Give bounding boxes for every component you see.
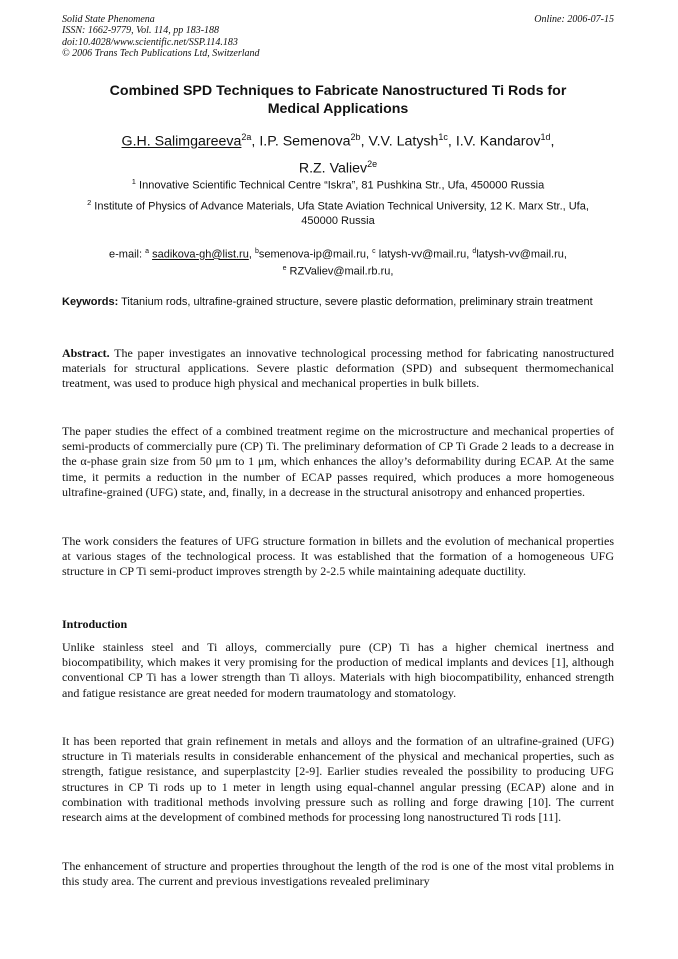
author-affiliation-mark: 2e <box>367 158 378 169</box>
abstract-paragraph-3: The work considers the features of UFG structure formation in billets and the evolution of mechanical properties at various stages of the technological process. It was established that the formation of a homogeneous UFG structure in CP Ti semi-product improves strength by 2-2.5 while maintaining adequate ductility. <box>62 534 614 579</box>
email-separator: , <box>248 248 252 261</box>
introduction-heading: Introduction <box>62 617 128 631</box>
email-separator: , <box>563 248 567 261</box>
author-name: I.P. Semenova <box>259 133 351 150</box>
author-separator: , <box>360 133 369 150</box>
email-address: latysh-vv@mail.ru <box>378 248 467 261</box>
author-name: R.Z. Valiev <box>298 160 368 177</box>
email-address: RZValiev@mail.rb.ru <box>289 265 391 278</box>
copyright-line: © 2006 Trans Tech Publications Ltd, Switzerland <box>62 48 260 60</box>
email-mark: b <box>254 248 259 255</box>
affiliation-mark: 1 <box>131 177 136 186</box>
email-separator: , <box>366 248 370 261</box>
affiliation-1 <box>62 175 614 193</box>
keywords-label: Keywords: <box>62 296 119 308</box>
affiliation-2 <box>62 196 614 228</box>
paper-title <box>62 82 614 118</box>
author-list <box>62 126 614 179</box>
paper-title-line-2: Medical Applications <box>267 101 409 117</box>
author-affiliation-mark: 2a <box>241 132 252 142</box>
abstract-paragraph-2: The paper studies the effect of a combined treatment regime on the microstructure and mechanical properties of semi-products of commercially pure (CP) Ti. The preliminary deformation of CP Ti Grade 2 leads to a decrease in the α-phase grain size from 50 μm to 1 μm, which enhances the alloy’s deformability during ECAP. At the same time, it permits a reduction in the number of ECAP passes required, which produces a more homogeneous ultrafine-grained (UFG) state, and, finally, in a decrease in the structural anisotropy and enhanced properties. <box>62 424 614 499</box>
journal-name: Solid State Phenomena <box>62 14 155 25</box>
email-address: semenova-ip@mail.ru <box>258 248 367 261</box>
email-mark: d <box>472 248 477 255</box>
online-date: Online: 2006-07-15 <box>534 14 614 25</box>
email-mark: a <box>145 248 150 255</box>
author-affiliation-mark: 2b <box>350 132 361 142</box>
paper-title-line-1: Combined SPD Techniques to Fabricate Nanostructured Ti Rods for <box>109 83 567 99</box>
introduction-paragraph-1: Unlike stainless steel and Ti alloys, commercially pure (CP) Ti has a higher chemical inertness and biocompatibility, which makes it very promising for the production of medical implants and devices [1], although conventional CP Ti has a lower strength than Ti alloys. Materials with high biocompatibility, enhanced strength and fatigue resistance are great needed for modern traumatology and stomatology. <box>62 640 614 700</box>
email-address: latysh-vv@mail.ru <box>476 248 564 261</box>
email-mark: e <box>282 264 287 272</box>
keywords <box>62 295 614 310</box>
introduction-paragraph-2: It has been reported that grain refinement in metals and alloys and the formation of an ultrafine-grained (UFG) structure in Ti materials results in considerable enhancement of the physical and mechanical properties, such as strength, fatigue resistance, and superplastcity [2-9]. Earlier studies revealed the possibility to producing UFG structures in CP Ti rods up to 1 meter in length using equal-channel angular pressing (ECAP) alone and in combination with traditional methods involving pressure such as rolling and forge drawing [10]. The current research aims at the development of combined methods for processing long nanostructured Ti rods [11]. <box>62 734 614 825</box>
author-name: V.V. Latysh <box>368 133 439 150</box>
email-block <box>62 245 614 278</box>
author-separator: , <box>251 133 260 150</box>
email-link[interactable]: sadikova-gh@list.ru <box>152 248 249 261</box>
journal-header <box>62 14 260 60</box>
author-separator: , <box>550 133 555 150</box>
issn-line: ISSN: 1662-9779, Vol. 114, pp 183-188 <box>62 25 220 37</box>
email-mark: c <box>372 248 376 255</box>
author-affiliation-mark: 1c <box>438 132 448 142</box>
affiliation-mark: 2 <box>87 198 92 207</box>
author-name: G.H. Salimgareeva <box>121 133 242 150</box>
doi-line: doi:10.4028/www.scientific.net/SSP.114.183 <box>62 36 238 48</box>
author-affiliation-mark: 1d <box>540 132 551 142</box>
email-separator: , <box>466 248 470 261</box>
affiliation-text: Innovative Scientific Technical Centre “Iskra”, 81 Pushkina Str., Ufa, 450000 Russia <box>139 179 545 192</box>
email-label: e-mail: <box>109 248 143 261</box>
affiliation-text: Institute of Physics of Advance Materials, Ufa State Aviation Technical University, 12 K. Marx Str., Ufa, 450000 Russia <box>94 200 589 227</box>
abstract-text: The paper investigates an innovative technological processing method for fabricating nanostructured materials for structural applications. Severe plastic deformation (SPD) and subsequent thermomechanical treatment, was used to produce high physical and mechanical properties in bulk billets. <box>62 346 614 391</box>
author-name: I.V. Kandarov <box>455 133 541 150</box>
introduction-paragraph-3: The enhancement of structure and properties throughout the length of the rod is one of the most vital problems in this study area. The current and previous investigations revealed preliminary <box>62 859 614 889</box>
abstract-paragraph-1 <box>62 346 614 392</box>
email-separator: , <box>390 265 394 278</box>
author-separator: , <box>447 133 456 150</box>
keywords-text: Titanium rods, ultrafine-grained structure, severe plastic deformation, preliminary strain treatment <box>121 296 593 308</box>
abstract-label: Abstract. <box>62 346 110 360</box>
